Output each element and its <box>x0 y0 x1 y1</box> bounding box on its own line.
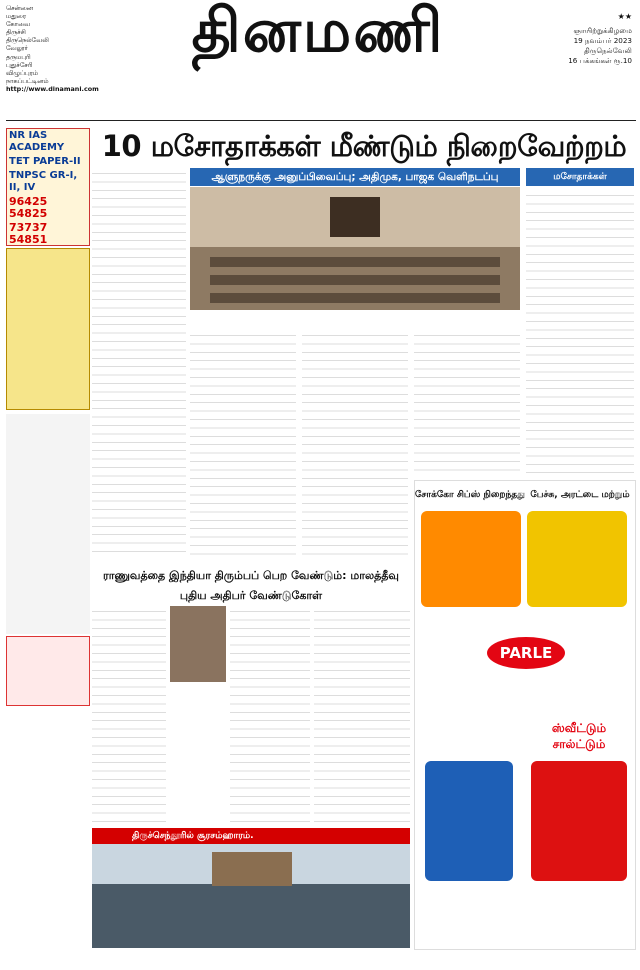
date: 19 நவம்பர் 2023 <box>573 36 632 45</box>
story-column <box>92 168 186 558</box>
marie-pack <box>527 511 627 607</box>
president-photo <box>170 606 226 682</box>
day: ஞாயிற்றுக்கிழமை <box>573 26 632 35</box>
bills-box-body <box>526 190 634 476</box>
ad-phone: 96425 54825 <box>9 195 48 220</box>
ias-academy-ad[interactable] <box>6 128 90 246</box>
krackjack-tagline: ஸ்வீட்டும் சால்ட்டும் <box>551 721 607 751</box>
edition-item: புதுச்சேரி <box>6 60 33 69</box>
editions-list <box>6 4 99 93</box>
edition-item: திருச்சி <box>6 28 26 37</box>
story-column <box>230 606 310 826</box>
assembly-photo <box>190 187 520 310</box>
bills-box-title: மசோதாக்கள் <box>526 168 634 186</box>
parle-ad[interactable] <box>414 480 636 950</box>
ad-subtitle2: TNPSC GR-I, II, IV <box>9 170 78 193</box>
marie-tagline: பேச்சு, அரட்டை மற்றும் <box>530 490 630 500</box>
crowd-photo-illustration <box>92 844 410 948</box>
promo-box <box>6 636 90 706</box>
footer-strip <box>6 960 636 968</box>
edition-item: வேலூர் <box>6 44 28 53</box>
ad-phone: 73737 54851 <box>9 221 48 246</box>
second-headline: ராணுவத்தை இந்தியா திரும்பப் பெற வேண்டும்: மாலத்தீவு புதிய அதிபர் வேண்டுகோள் <box>103 569 399 602</box>
stars: ★★ <box>617 12 632 21</box>
date-block <box>520 26 632 66</box>
edition-name: திருநெல்வேலி <box>583 46 632 55</box>
crowd-photo <box>92 844 410 948</box>
cotton-dhoti-ad[interactable] <box>6 248 90 410</box>
edition-item: நாகப்பட்டினம் <box>6 76 49 85</box>
story-column <box>190 330 296 558</box>
site-url[interactable]: http://www.dinamani.com <box>6 84 99 93</box>
edition-item: திருநெல்வேலி <box>6 36 49 45</box>
top-rule <box>6 120 636 121</box>
story-column <box>314 606 410 826</box>
edition-item: தருமபுரி <box>6 52 31 61</box>
edition-item: கோவை <box>6 20 31 29</box>
milk-shakti-pack <box>425 761 513 881</box>
story-column <box>302 330 408 558</box>
main-subheading: ஆளுநருக்கு அனுப்பிவைப்பு; அதிமுக, பாஜக வெளிநடப்பு <box>190 168 520 186</box>
parle-logo: PARLE <box>487 637 565 669</box>
main-headline: 10 மசோதாக்கள் மீண்டும் நிறைவேற்றம் <box>101 129 627 163</box>
assembly-photo-illustration <box>190 187 520 310</box>
sports-brief <box>6 414 90 634</box>
krackjack-pack <box>531 761 627 881</box>
pages-price: 16 பக்கங்கள் ரூ.10 <box>568 56 632 65</box>
masthead-logo: தினமணி <box>191 0 445 66</box>
chips-tagline: சோக்கோ சிப்ஸ் நிறைந்தது <box>415 490 525 500</box>
ad-subtitle: TET PAPER-II <box>9 156 81 167</box>
story-column <box>92 606 166 826</box>
edition-item: மதுரை <box>6 12 27 21</box>
happy-happy-pack <box>421 511 521 607</box>
story-column <box>414 330 520 476</box>
main-photo-caption <box>190 311 520 327</box>
bottom-headline: திருச்செந்தூரில் சூரசம்ஹாரம். <box>92 828 410 844</box>
edition-item: சென்னை <box>6 4 33 12</box>
edition-item: விழுப்புரம் <box>6 68 39 77</box>
ad-title: NR IAS ACADEMY <box>9 130 65 153</box>
